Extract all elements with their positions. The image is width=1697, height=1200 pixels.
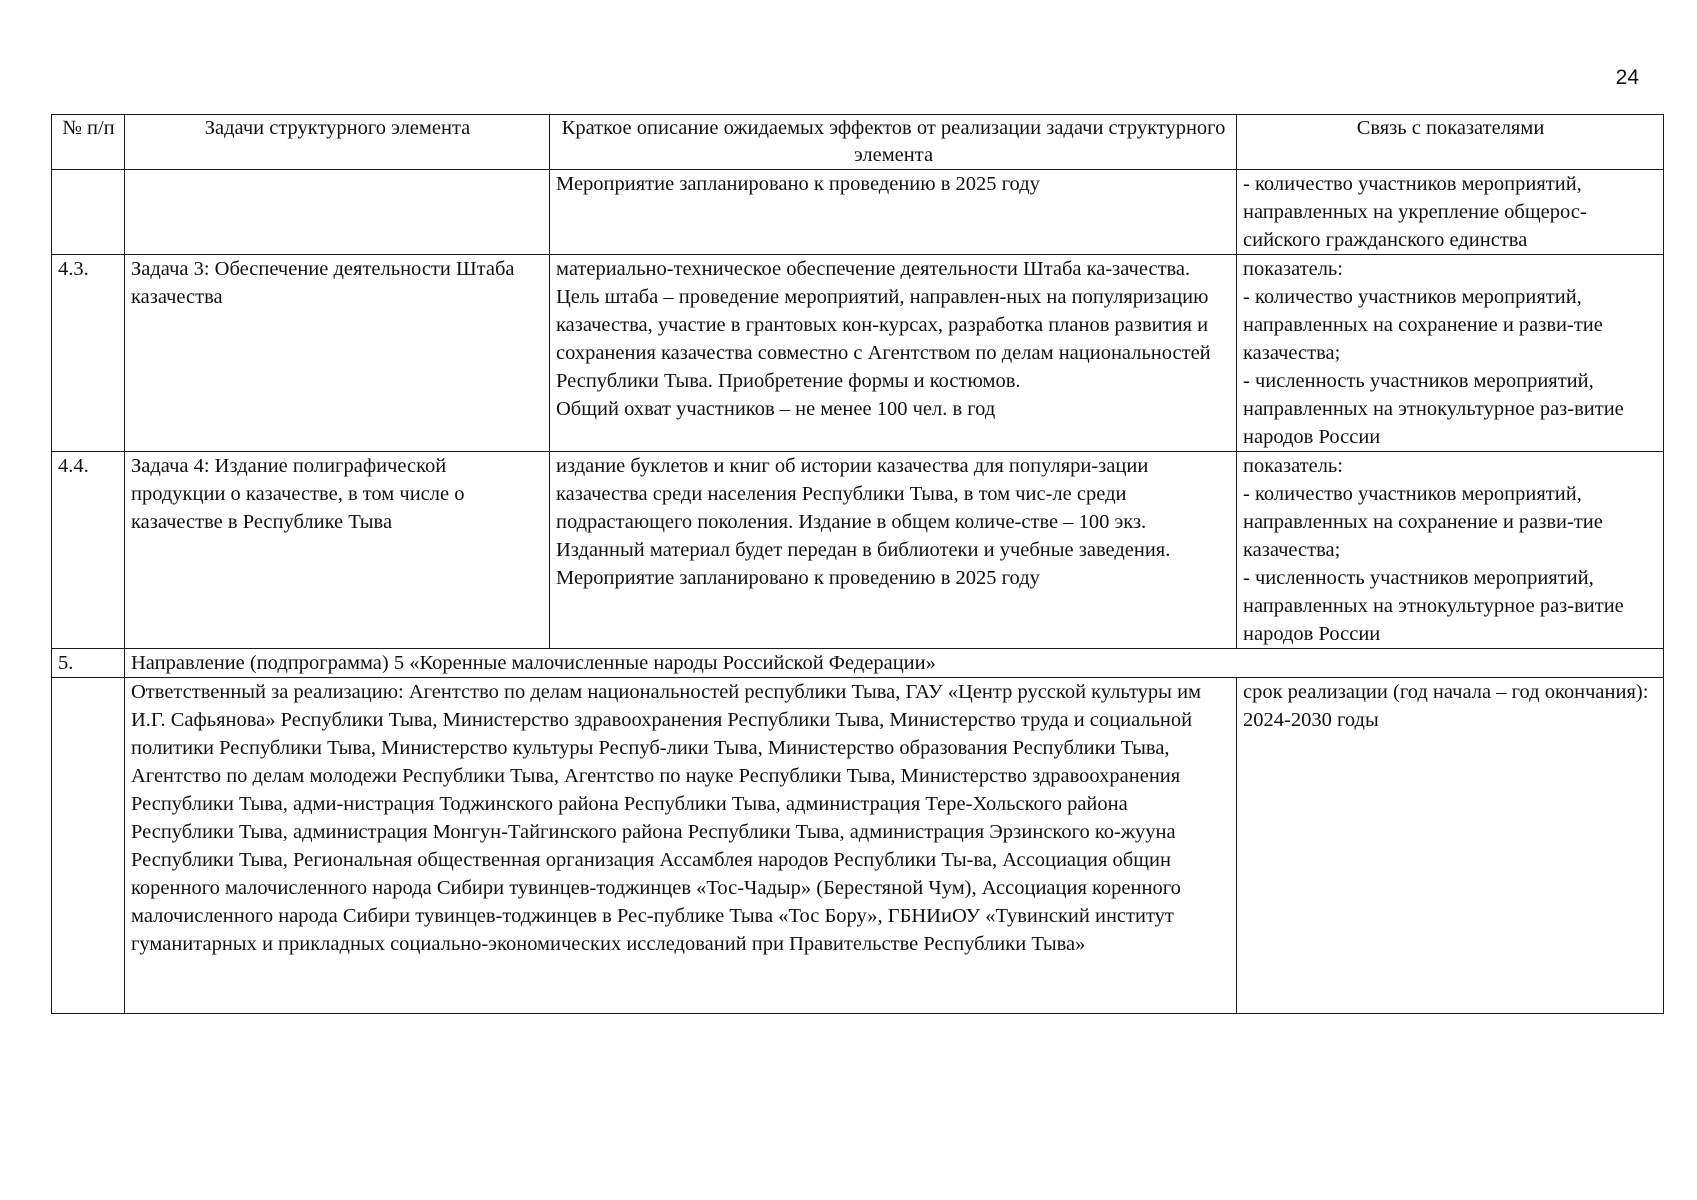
section-header-row [52,649,1664,678]
row-task: Задача 3: Обеспечение деятельности Штаба казачества [125,255,550,452]
table-row [52,452,1664,649]
section-detail-row [52,678,1664,1014]
section-detail-num [52,678,125,1014]
row-task [125,170,550,255]
row-indicator: показатель: - количество участников мероприятий, направленных на сохранение и разви-тие казачества; - численность участников мероприятий, направленных на этнокультурное раз-витие народов России [1237,452,1664,649]
table-row [52,170,1664,255]
table-row [52,255,1664,452]
row-effect: материально-техническое обеспечение деятельности Штаба ка-зачества. Цель штаба – проведение мероприятий, направлен-ных на популяризацию казачества, участие в грантовых кон-курсах, разработка планов развития и сохранения казачества совместно с Агентством по делам национальностей Республики Тыва. Приобретение формы и костюмов. Общий охват участников – не менее 100 чел. в год [550,255,1237,452]
header-num: № п/п [52,115,125,170]
program-table [51,114,1664,1014]
table-header-row [52,115,1664,170]
header-effects: Краткое описание ожидаемых эффектов от реализации задачи структурного элемента [550,115,1237,170]
row-task: Задача 4: Издание полиграфической продукции о казачестве, в том числе о казачестве в Республике Тыва [125,452,550,649]
header-tasks: Задачи структурного элемента [125,115,550,170]
section-num: 5. [52,649,125,678]
section-title: Направление (подпрограмма) 5 «Коренные малочисленные народы Российской Федерации» [125,649,1664,678]
row-num: 4.3. [52,255,125,452]
section-responsible: Ответственный за реализацию: Агентство по делам национальностей республики Тыва, ГАУ «Центр русской культуры им И.Г. Сафьянова» Республики Тыва, Министерство здравоохранения Республики Тыва, Министерство труда и социальной политики Республики Тыва, Министерство культуры Респуб-лики Тыва, Министерство образования Республики Тыва, Агентство по делам молодежи Республики Тыва, Агентство по науке Республики Тыва, Министерство здравоохранения Республики Тыва, адми-нистрация Тоджинского района Республики Тыва, администрация Тере-Хольского района Республики Тыва, администрация Монгун-Тайгинского района Республики Тыва, администрация Эрзинского ко-жууна Республики Тыва, Региональная общественная организация Ассамблея народов Республики Ты-ва, Ассоциация общин коренного малочисленного народа Сибири тувинцев-тоджинцев «Тос-Чадыр» (Берестяной Чум), Ассоциация коренного малочисленного народа Сибири тувинцев-тоджинцев в Рес-публике Тыва «Тос Бору», ГБНИиОУ «Тувинский институт гуманитарных и прикладных социально-экономических исследований при Правительстве Республики Тыва» [125,678,1237,1014]
header-indicators: Связь с показателями [1237,115,1664,170]
row-effect: издание буклетов и книг об истории казачества для популяри-зации казачества среди населения Республики Тыва, в том чис-ле среди подрастающего поколения. Издание в общем количе-стве – 100 экз. Изданный материал будет передан в библиотеки и учебные заведения. Мероприятие запланировано к проведению в 2025 году [550,452,1237,649]
section-term: срок реализации (год начала – год окончания): 2024-2030 годы [1237,678,1664,1014]
row-indicator: - количество участников мероприятий, направленных на укрепление общерос-сийского гражданского единства [1237,170,1664,255]
row-indicator: показатель: - количество участников мероприятий, направленных на сохранение и разви-тие казачества; - численность участников мероприятий, направленных на этнокультурное раз-витие народов России [1237,255,1664,452]
row-num [52,170,125,255]
page-number: 24 [1615,66,1639,89]
row-num: 4.4. [52,452,125,649]
row-effect: Мероприятие запланировано к проведению в 2025 году [550,170,1237,255]
